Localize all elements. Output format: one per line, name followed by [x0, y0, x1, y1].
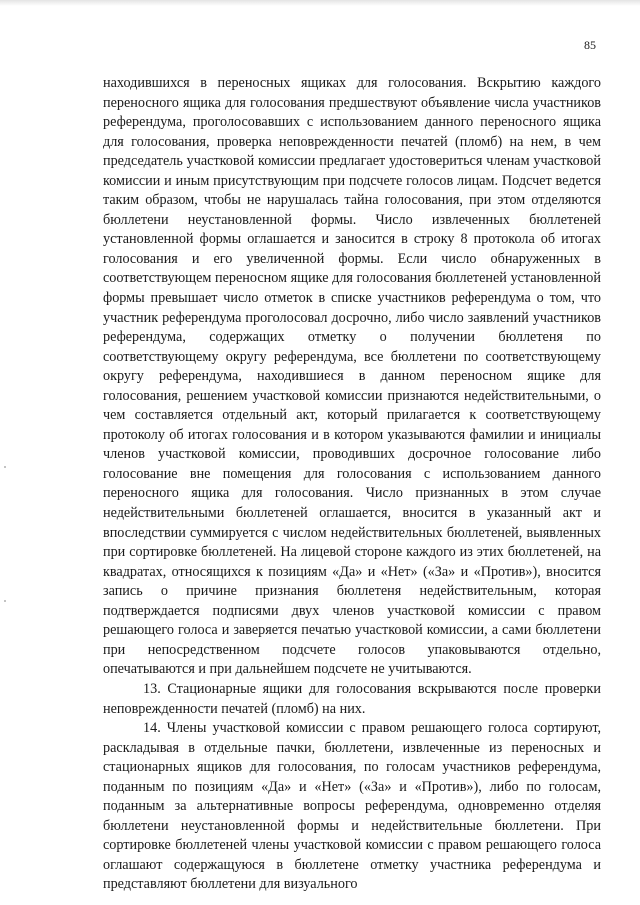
scan-top-shadow	[0, 0, 640, 6]
scan-margin-mark	[4, 600, 6, 602]
paragraph-continuation: находившихся в переносных ящиках для голосования. Вскрытию каждого переносного ящика для голосования предшествуют объявление числа участников референдума, проголосовавших с использованием данного переносного ящика для голосования, проверка неповрежденности печатей (пломб) на нем, в чем председатель участковой комиссии предлагает удостовериться членам участковой комиссии и иным присутствующим при подсчете голосов лицам. Подсчет ведется таким образом, чтобы не нарушалась тайна голосования, при этом отделяются бюллетени неустановленной формы. Число извлеченных бюллетеней установленной формы оглашается и заносится в строку 8 протокола об итогах голосования и его увеличенной формы. Если число обнаруженных в соответствующем переносном ящике для голосования бюллетеней установленной формы превышает число отметок в списке участников референдума о том, что участник референдума проголосовал досрочно, либо число заявлений участников референдума, содержащих отметку о получении бюллетеня по соответствующему округу референдума, все бюллетени по соответствующему округу референдума, находившиеся в данном переносном ящике для голосования, решением участковой комиссии признаются недействительными, о чем составляется отдельный акт, который прилагается к соответствующему протоколу об итогах голосования и в котором указываются фамилии и инициалы членов участковой комиссии, проводивших досрочное голосование либо голосование вне помещения для голосования с использованием данного переносного ящика для голосования. Число признанных в этом случае недействительными бюллетеней оглашается, вносится в указанный акт и впоследствии суммируется с числом недействительных бюллетеней, выявленных при сортировке бюллетеней. На лицевой стороне каждого из этих бюллетеней, на квадратах, относящихся к позициям «Да» и «Нет» («За» и «Против»), вносится запись о причине признания бюллетеня недействительным, которая подтверждается подписями двух членов участковой комиссии с правом решающего голоса и заверяется печатью участковой комиссии, а сами бюллетени при непосредственном подсчете голосов упаковываются отдельно, опечатываются и при дальнейшем подсчете не учитываются.	[103, 75, 601, 678]
paragraph-item-14: 14. Члены участковой комиссии с правом решающего голоса сортируют, раскладывая в отдельные пачки, бюллетени, извлеченные из переносных и стационарных ящиков для голосования, по голосам участников референдума, поданным по позициям «Да» и «Нет» («За» и «Против»), либо по голосам, поданным за альтернативные вопросы референдума, одновременно отделяя бюллетени неустановленной формы и недействительные бюллетени. При сортировке бюллетеней члены участковой комиссии с правом решающего голоса оглашают содержащуюся в бюллетене отметку участника референдума и представляют бюллетени для визуального	[103, 720, 601, 893]
paragraph-item-13: 13. Стационарные ящики для голосования вскрываются после проверки неповрежденности печатей (пломб) на них.	[103, 680, 601, 717]
scan-margin-mark	[4, 466, 6, 468]
document-body	[103, 74, 601, 895]
page-number: 85	[584, 38, 596, 52]
